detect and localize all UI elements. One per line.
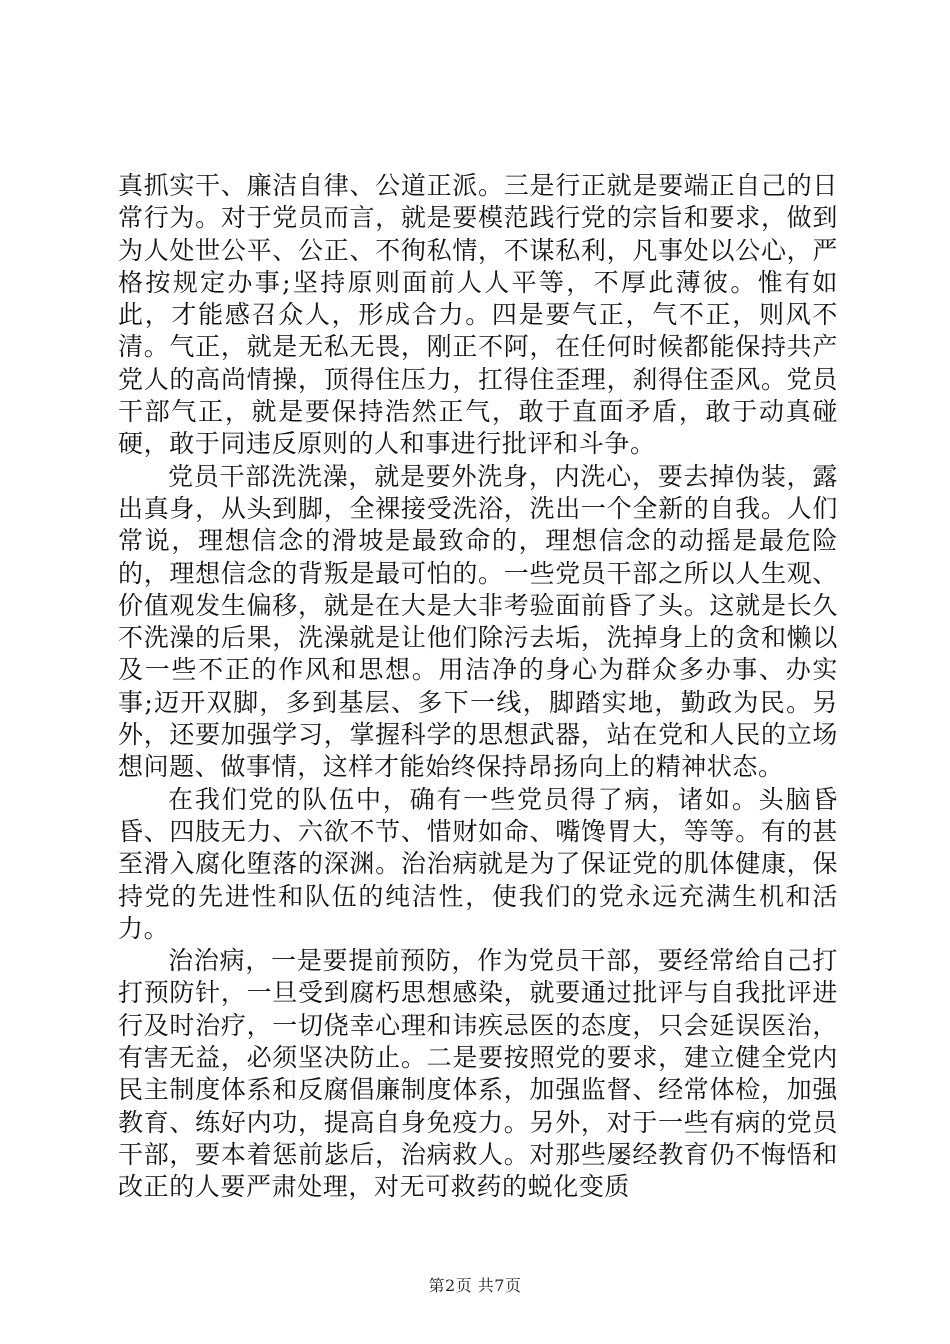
paragraph-2: 党员干部洗洗澡，就是要外洗身，内洗心，要去掉伪装，露出真身，从头到脚，全裸接受洗浴，洗出一个全新的自我。人们常说，理想信念的滑坡是最致命的，理想信念的动摇是最危险的，理想信念的背叛是最可怕的。一些党员干部之所以人生观、价值观发生偏移，就是在大是大非考验面前昏了头。这就是长久不洗澡的后果，洗澡就是让他们除污去垢，洗掉身上的贪和懒以及一些不正的作风和思想。用洁净的身心为群众多办事、办实事;迈开双脚，多到基层、多下一线，脚踏实地，勤政为民。另外，还要加强学习，掌握科学的思想武器，站在党和人民的立场想问题、做事情，这样才能始终保持昂扬向上的精神状态。 [118,461,838,782]
document-body [118,170,838,1204]
paragraph-4: 治治病，一是要提前预防，作为党员干部，要经常给自己打打预防针，一旦受到腐朽思想感染，就要通过批评与自我批评进行及时治疗，一切侥幸心理和讳疾忌医的态度，只会延误医治，有害无益，必须坚决防止。二是要按照党的要求，建立健全党内民主制度体系和反腐倡廉制度体系，加强监督、经常体检，加强教育、练好内功，提高自身免疫力。另外，对于一些有病的党员干部，要本着惩前毖后，治病救人。对那些屡经教育仍不悔悟和改正的人要严肃处理，对无可救药的蜕化变质 [118,946,838,1202]
paragraph-3: 在我们党的队伍中，确有一些党员得了病，诸如。头脑昏昏、四肢无力、六欲不节、惜财如命、嘴馋胃大，等等。有的甚至滑入腐化堕落的深渊。治治病就是为了保证党的肌体健康，保持党的先进性和队伍的纯洁性，使我们的党永远充满生机和活力。 [118,784,838,943]
page-number-footer: 第2页 共7页 [428,1276,522,1295]
paragraph-1: 真抓实干、廉洁自律、公道正派。三是行正就是要端正自己的日常行为。对于党员而言，就是要模范践行党的宗旨和要求，做到为人处世公平、公正、不徇私情，不谋私利，凡事处以公心，严格按规定办事;坚持原则面前人人平等，不厚此薄彼。惟有如此，才能感召众人，形成合力。四是要气正，气不正，则风不清。气正，就是无私无畏，刚正不阿，在任何时候都能保持共产党人的高尚情操，顶得住压力，扛得住歪理，刹得住歪风。党员干部气正，就是要保持浩然正气，敢于直面矛盾，敢于动真碰硬，敢于同违反原则的人和事进行批评和斗争。 [118,171,838,459]
